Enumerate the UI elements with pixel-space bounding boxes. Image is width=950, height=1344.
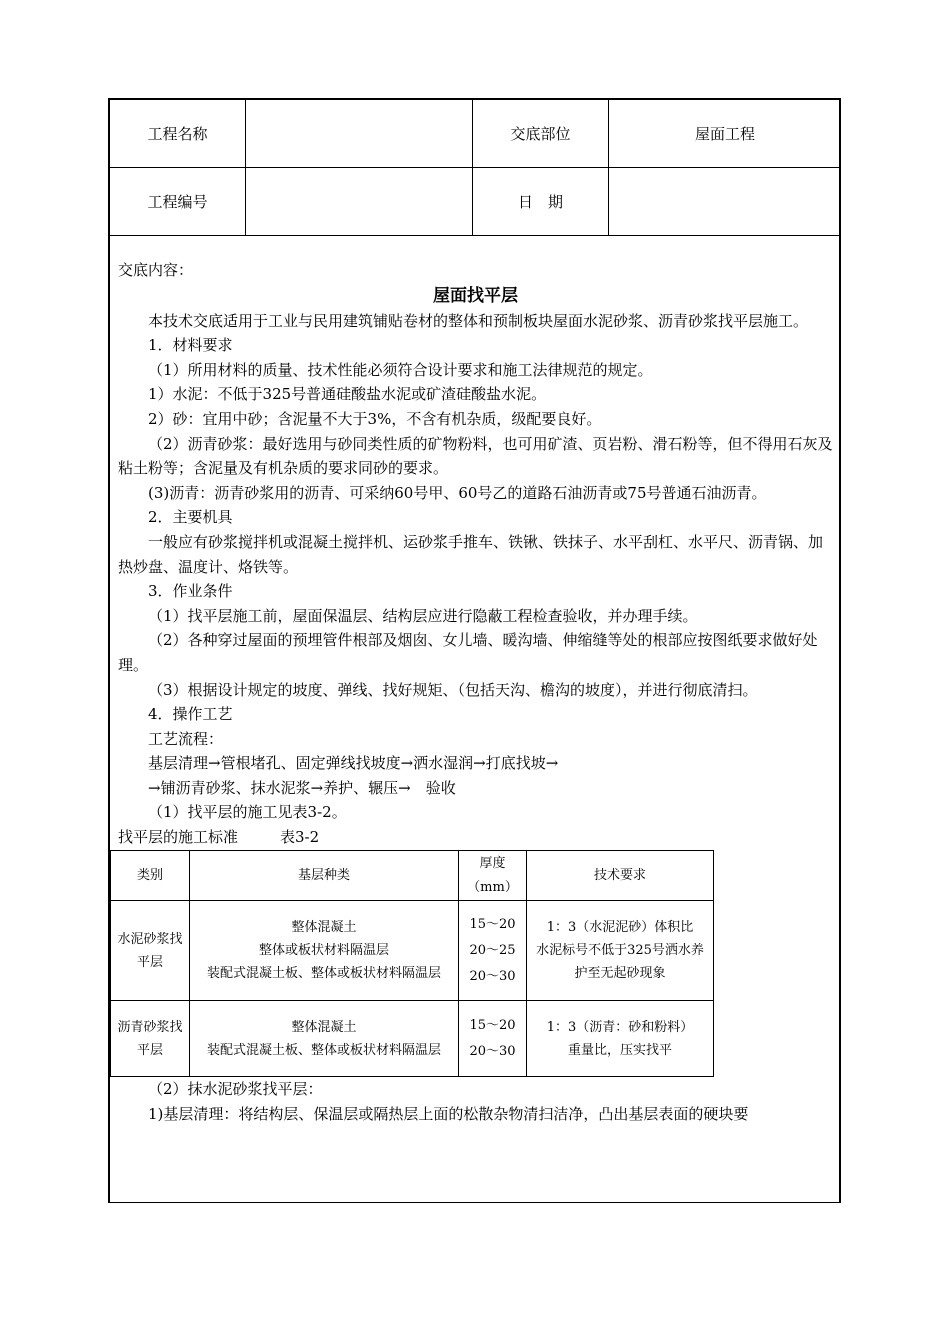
paragraph: 本技术交底适用于工业与民用建筑铺贴卷材的整体和预制板块屋面水泥砂浆、沥青砂浆找平层施工。 (148, 311, 809, 330)
paragraph: 1)基层清理：将结构层、保温层或隔热层上面的松散杂物清扫洁净，凸出基层表面的硬块要 (148, 1104, 749, 1123)
location-label: 交底部位 (473, 100, 609, 167)
project-name-value (246, 100, 473, 167)
date-value (609, 167, 841, 235)
project-name-label: 工程名称 (110, 100, 246, 167)
table-cell-category: 沥青砂浆找平层 (111, 1001, 190, 1077)
intro-label: 交底内容： (118, 261, 194, 279)
table-cell-thickness: 15～20 20～30 (459, 1001, 527, 1077)
section-heading: 3．作业条件 (148, 582, 233, 601)
section-heading: 1．材料要求 (148, 336, 233, 355)
table-cell-requirement: 1：3（水泥泥砂）体积比 水泥标号不低于325号洒水养护至无起砂现象 (527, 901, 714, 1001)
table-header-cell: 厚度（mm） (459, 851, 527, 901)
paragraph: 一般应有砂浆搅拌机或混凝土搅拌机、运砂浆手推车、铁锹、铁抹子、水平刮杠、水平尺、沥青锅、加热炒盘、温度计、烙铁等。 (118, 532, 824, 576)
paragraph: （3）根据设计规定的坡度、弹线、找好规矩、（包括天沟、檐沟的坡度），并进行彻底清扫。 (148, 680, 758, 699)
process-flow-line: →铺沥青砂浆、抹水泥浆→养护、辗压→ 验收 (148, 778, 456, 797)
header-row-2 (110, 167, 839, 236)
standards-table (110, 850, 714, 1077)
table-caption (118, 825, 833, 849)
location-value: 屋面工程 (694, 125, 755, 143)
paragraph: （2）各种穿过屋面的预埋管件根部及烟囱、女儿墙、暖沟墙、伸缩缝等处的根部应按图纸要求做好处理。 (118, 631, 818, 674)
section-heading: 2．主要机具 (148, 508, 233, 527)
table-header-cell: 技术要求 (527, 851, 714, 901)
table-cell-base: 整体混凝土 整体或板状材料隔温层 装配式混凝土板、整体或板状材料隔温层 (190, 901, 459, 1001)
paragraph: （1）所用材料的质量、技术性能必须符合设计要求和施工法律规范的规定。 (148, 360, 653, 379)
paragraph: 2）砂：宜用中砂；含泥量不大于3%，不含有机杂质，级配要良好。 (148, 409, 602, 428)
table-cell-base: 整体混凝土 装配式混凝土板、整体或板状材料隔温层 (190, 1001, 459, 1077)
date-label: 日 期 (473, 167, 609, 235)
document-title: 屋面找平层 (433, 285, 518, 306)
header-row-1 (110, 100, 839, 168)
section-heading: 4．操作工艺 (148, 705, 233, 724)
paragraph: （1）找平层施工前，屋面保温层、结构层应进行隐蔽工程检查验收，并办理手续。 (148, 606, 698, 625)
paragraph: (3)沥青：沥青砂浆用的沥青、可采纳60号甲、60号乙的道路石油沥青或75号普通石油沥青。 (148, 483, 767, 502)
table-cell-category: 水泥砂浆找平层 (111, 901, 190, 1001)
disclosure-content (118, 245, 833, 1126)
paragraph: （2）抹水泥砂浆找平层： (148, 1080, 323, 1099)
table-row (111, 901, 714, 1001)
table-header-cell: 基层种类 (190, 851, 459, 901)
paragraph: 1）水泥：不低于325号普通硅酸盐水泥或矿渣硅酸盐水泥。 (148, 385, 547, 404)
paragraph: （2）沥青砂浆：最好选用与砂同类性质的矿物粉料，也可用矿渣、页岩粉、滑石粉等，但不得用石灰及粘土粉等；含泥量及有机杂质的要求同砂的要求。 (118, 434, 833, 478)
table-header-row (111, 851, 714, 901)
disclosure-form (108, 98, 841, 1203)
paragraph: 工艺流程： (148, 729, 224, 748)
table-cell-thickness: 15～20 20～25 20～30 (459, 901, 527, 1001)
table-row (111, 1001, 714, 1077)
table-cell-requirement: 1：3（沥青：砂和粉料） 重量比，压实找平 (527, 1001, 714, 1077)
project-no-label: 工程编号 (110, 167, 246, 235)
table-header-cell: 类别 (111, 851, 190, 901)
table-caption-text: 找平层的施工标准 (118, 828, 239, 847)
table-number: 表3-2 (280, 828, 320, 847)
process-flow-line: 基层清理→管根堵孔、固定弹线找坡度→洒水湿润→打底找坡→ (148, 754, 559, 773)
project-no-value (246, 167, 473, 235)
paragraph: （1）找平层的施工见表3-2。 (148, 803, 347, 822)
